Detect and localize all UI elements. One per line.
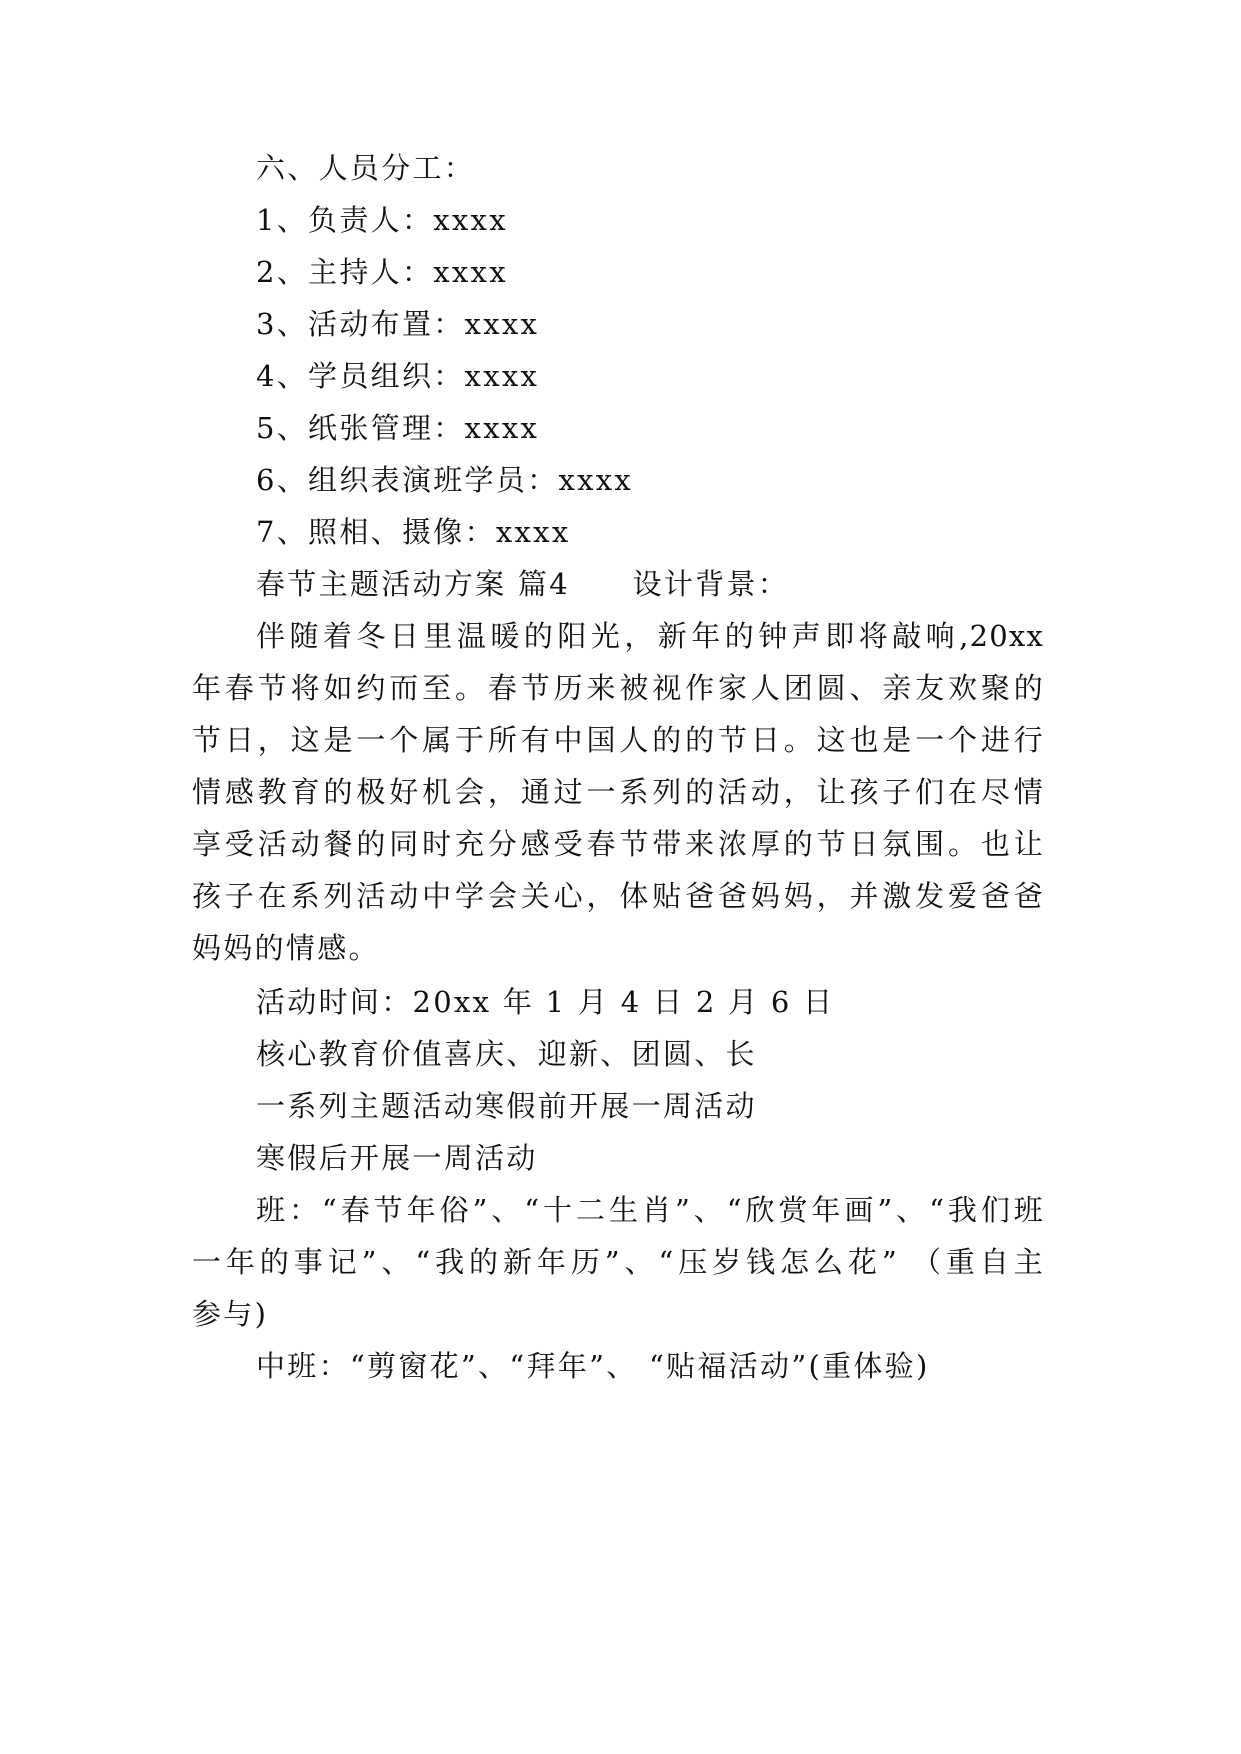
paragraph-line: 伴随着冬日里温暖的阳光，新年的钟声即将敲响,20xx <box>256 619 1044 653</box>
staff-item: 6、组织表演班学员：xxxx <box>256 463 634 497</box>
staff-item: 2、主持人：xxxx <box>256 255 508 289</box>
series-after: 寒假后开展一周活动 <box>256 1141 538 1175</box>
staff-item: 1、负责人：xxxx <box>256 203 508 237</box>
paragraph-line: 情感教育的极好机会，通过一系列的活动，让孩子们在尽情 <box>192 775 1044 809</box>
paragraph-line: 享受活动餐的同时充分感受春节带来浓厚的节日氛围。也让 <box>192 827 1044 861</box>
activity-time: 活动时间：20xx 年 1 月 4 日 2 月 6 日 <box>256 985 835 1019</box>
class-big-line: 一年的事记”、“我的新年历”、“压岁钱怎么花” （重自主 <box>192 1245 1044 1279</box>
class-middle: 中班：“剪窗花”、“拜年”、 “贴福活动”(重体验) <box>256 1349 930 1383</box>
class-big-line: 班：“春节年俗”、“十二生肖”、“欣赏年画”、“我们班 <box>256 1193 1044 1227</box>
staff-item: 5、纸张管理：xxxx <box>256 411 540 445</box>
staff-item: 3、活动布置：xxxx <box>256 307 540 341</box>
paragraph-line: 年春节将如约而至。春节历来被视作家人团圆、亲友欢聚的 <box>192 671 1044 705</box>
paragraph-line: 妈妈的情感。 <box>192 931 380 965</box>
staff-item: 4、学员组织：xxxx <box>256 359 540 393</box>
paragraph-line: 节日，这是一个属于所有中国人的的节日。这也是一个进行 <box>192 723 1044 757</box>
plan-title: 春节主题活动方案 篇4 设计背景： <box>256 567 790 601</box>
core-value: 核心教育价值喜庆、迎新、团圆、长 <box>256 1037 757 1071</box>
section-heading-staff: 六、人员分工： <box>256 151 476 185</box>
class-big-line: 参与) <box>192 1297 269 1331</box>
series-before: 一系列主题活动寒假前开展一周活动 <box>256 1089 757 1123</box>
staff-item: 7、照相、摄像：xxxx <box>256 515 571 549</box>
paragraph-line: 孩子在系列活动中学会关心，体贴爸爸妈妈，并激发爱爸爸 <box>192 879 1044 913</box>
